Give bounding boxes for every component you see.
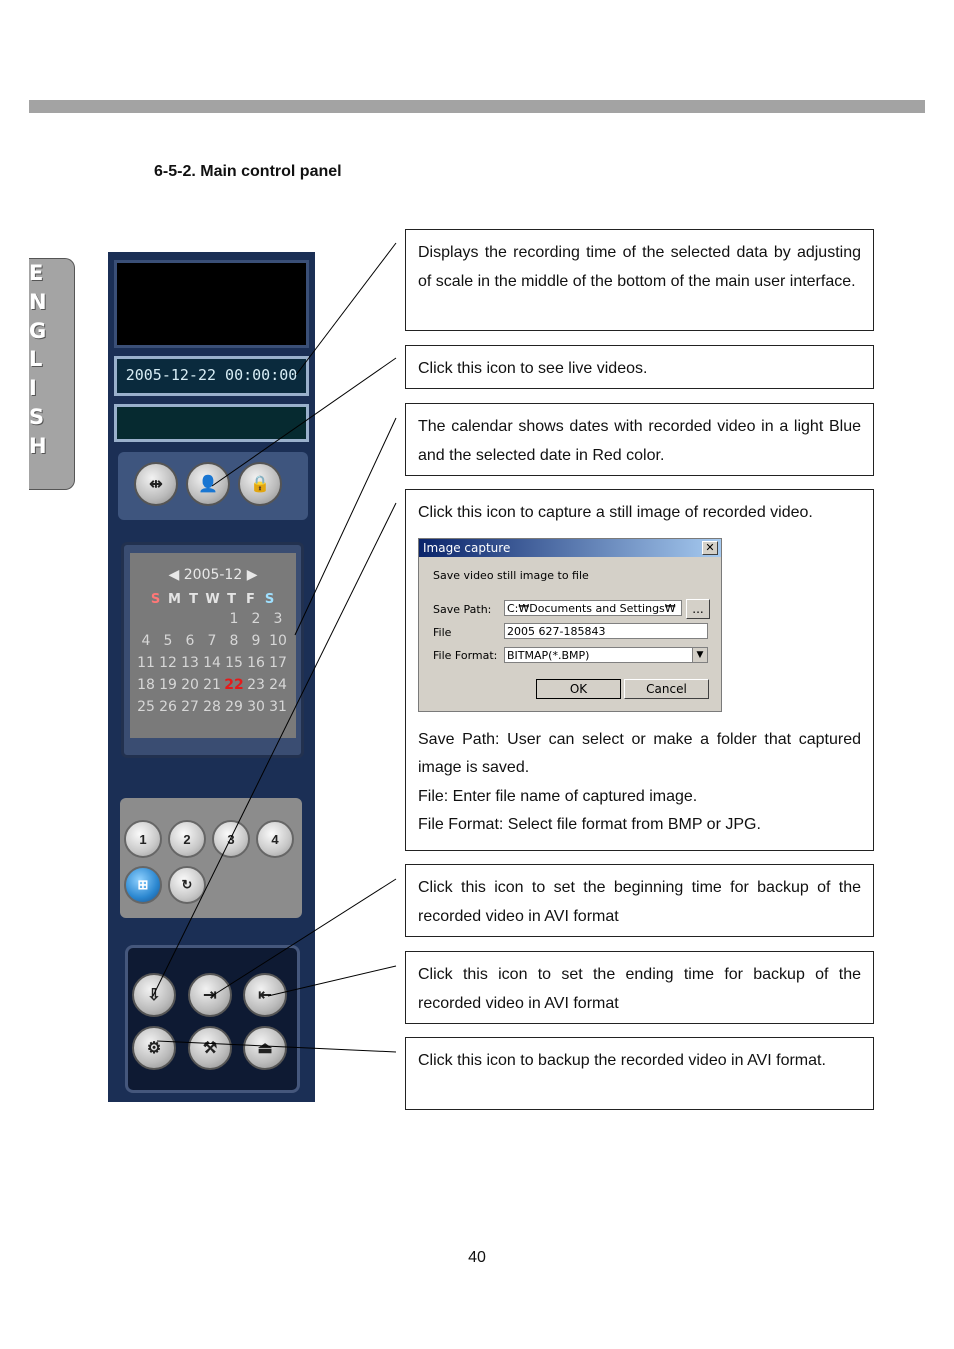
channel-3-button[interactable]: 3 — [212, 820, 250, 858]
file-format-label: File Format: — [433, 648, 498, 662]
callout-text: The calendar shows dates with recorded video in a light Blue and the selected date in Red color. — [418, 418, 861, 464]
calendar-day[interactable]: 8 — [229, 633, 239, 649]
callout-text: Click this icon to set the beginning time for backup of the recorded video in AVI format — [418, 879, 861, 925]
cancel-button[interactable]: Cancel — [624, 679, 709, 699]
datetime-display: 2005-12-22 00:00:00 — [114, 356, 309, 396]
calendar-day[interactable]: 23 — [247, 677, 265, 693]
weekday-header: S — [150, 592, 161, 607]
grid-icon: ⊞ — [137, 877, 149, 892]
side-tab-letter: H — [29, 433, 47, 458]
callout-text: Click this icon to capture a still image of recorded video. — [418, 504, 813, 521]
calendar-day[interactable]: 25 — [137, 699, 155, 715]
calendar-month: 2005-12 — [183, 567, 243, 583]
calendar-day[interactable]: 5 — [163, 633, 173, 649]
weekday-header: T — [227, 592, 236, 607]
calendar-day[interactable]: 11 — [137, 655, 155, 671]
tools-icon: ⚒ — [202, 1040, 218, 1057]
calendar-day[interactable]: 16 — [247, 655, 265, 671]
side-tab-letter: N — [29, 289, 47, 314]
callout-text: File Format: Select file format from BMP or JPG. — [418, 816, 761, 834]
lock-icon: 🔒 — [250, 476, 270, 493]
calendar-day[interactable]: 28 — [203, 699, 221, 715]
callout-text: Click this icon to see live videos. — [418, 360, 648, 377]
calendar-day[interactable]: 10 — [269, 633, 287, 649]
calendar-day[interactable]: 2 — [251, 611, 261, 627]
calendar-day[interactable]: 12 — [159, 655, 177, 671]
prev-month-icon[interactable]: ◀ — [168, 567, 180, 583]
channel-1-button[interactable]: 1 — [124, 820, 162, 858]
side-tab-letter: E — [29, 261, 44, 285]
calendar-day[interactable]: 13 — [181, 655, 199, 671]
dialog-heading: Save video still image to file — [433, 568, 589, 582]
channel-4-button[interactable]: 4 — [256, 820, 294, 858]
calendar-day[interactable]: 27 — [181, 699, 199, 715]
save-path-label: Save Path: — [433, 602, 492, 616]
page-number: 40 — [468, 1249, 486, 1266]
gear-icon: ⚙ — [146, 1040, 162, 1057]
dialog-title: Image capture — [423, 540, 511, 555]
calendar-day[interactable]: 6 — [185, 633, 195, 649]
file-format-value: BITMAP(*.BMP) — [507, 648, 590, 662]
weekday-header: S — [264, 592, 275, 607]
side-tab-letter: L — [29, 347, 43, 372]
calendar-day[interactable]: 9 — [251, 633, 261, 649]
ok-button[interactable]: OK — [536, 679, 621, 699]
calendar-day[interactable]: 26 — [159, 699, 177, 715]
backup-end-icon: ⇤ — [258, 987, 272, 1004]
calendar-day[interactable]: 24 — [269, 677, 287, 693]
section-title: 6-5-2. Main control panel — [154, 163, 342, 180]
save-path-field[interactable]: C:₩Documents and Settings₩ — [504, 600, 682, 616]
calendar-day[interactable]: 1 — [229, 611, 239, 627]
calendar-day[interactable]: 20 — [181, 677, 199, 693]
next-month-icon[interactable]: ▶ — [246, 567, 258, 583]
capture-icon: ⇩ — [147, 987, 161, 1004]
callout-text: File: Enter file name of captured image. — [418, 787, 698, 805]
leader-line — [153, 503, 396, 996]
leader-line — [157, 1041, 396, 1052]
leader-line — [212, 358, 396, 486]
calendar-day[interactable]: 29 — [225, 699, 243, 715]
calendar-day[interactable]: 3 — [273, 611, 283, 627]
calendar-day[interactable]: 14 — [203, 655, 221, 671]
calendar-day[interactable]: 21 — [203, 677, 221, 693]
callout-text: Click this icon to backup the recorded video in AVI format. — [418, 1052, 826, 1069]
weekday-header: M — [168, 592, 181, 607]
leader-line — [212, 879, 396, 996]
calendar-day[interactable]: 31 — [269, 699, 287, 715]
leader-line — [268, 966, 396, 996]
calendar-day[interactable]: 7 — [207, 633, 217, 649]
calendar-day[interactable]: 17 — [269, 655, 287, 671]
playback-icon: ⇹ — [149, 476, 163, 493]
backup-start-icon: ⇥ — [203, 987, 217, 1004]
close-icon[interactable]: ✕ — [702, 541, 718, 555]
refresh-icon: ↻ — [181, 877, 193, 892]
side-tab-letter: I — [29, 376, 37, 401]
leader-line — [295, 418, 396, 635]
calendar-day[interactable]: 30 — [247, 699, 265, 715]
file-label: File — [433, 625, 452, 639]
callout-text: Displays the recording time of the selected data by adjusting of scale in the middle of the bottom of the main user interface. — [418, 244, 861, 290]
weekday-header: W — [205, 592, 220, 607]
browse-button[interactable]: ... — [686, 599, 710, 619]
calendar-day[interactable]: 15 — [225, 655, 243, 671]
side-tab-letter: S — [29, 404, 45, 429]
leader-line — [296, 243, 396, 375]
side-tab-letter: G — [29, 318, 47, 343]
weekday-header: F — [246, 592, 255, 607]
calendar-day-selected[interactable]: 22 — [224, 677, 244, 693]
weekday-header: T — [189, 592, 198, 607]
calendar-day[interactable]: 4 — [141, 633, 151, 649]
chevron-down-icon[interactable]: ▼ — [692, 648, 707, 662]
calendar-day[interactable]: 19 — [159, 677, 177, 693]
file-name-field[interactable]: 2005 627-185843 — [504, 623, 708, 639]
person-icon: 👤 — [198, 476, 218, 493]
callout-text: Save Path: User can select or make a folder that captured image is saved. — [418, 730, 861, 777]
exit-icon: ⏏ — [257, 1040, 273, 1057]
callout-text: Click this icon to set the ending time for backup of the recorded video in AVI format — [418, 966, 861, 1012]
calendar-day[interactable]: 18 — [137, 677, 155, 693]
channel-2-button[interactable]: 2 — [168, 820, 206, 858]
